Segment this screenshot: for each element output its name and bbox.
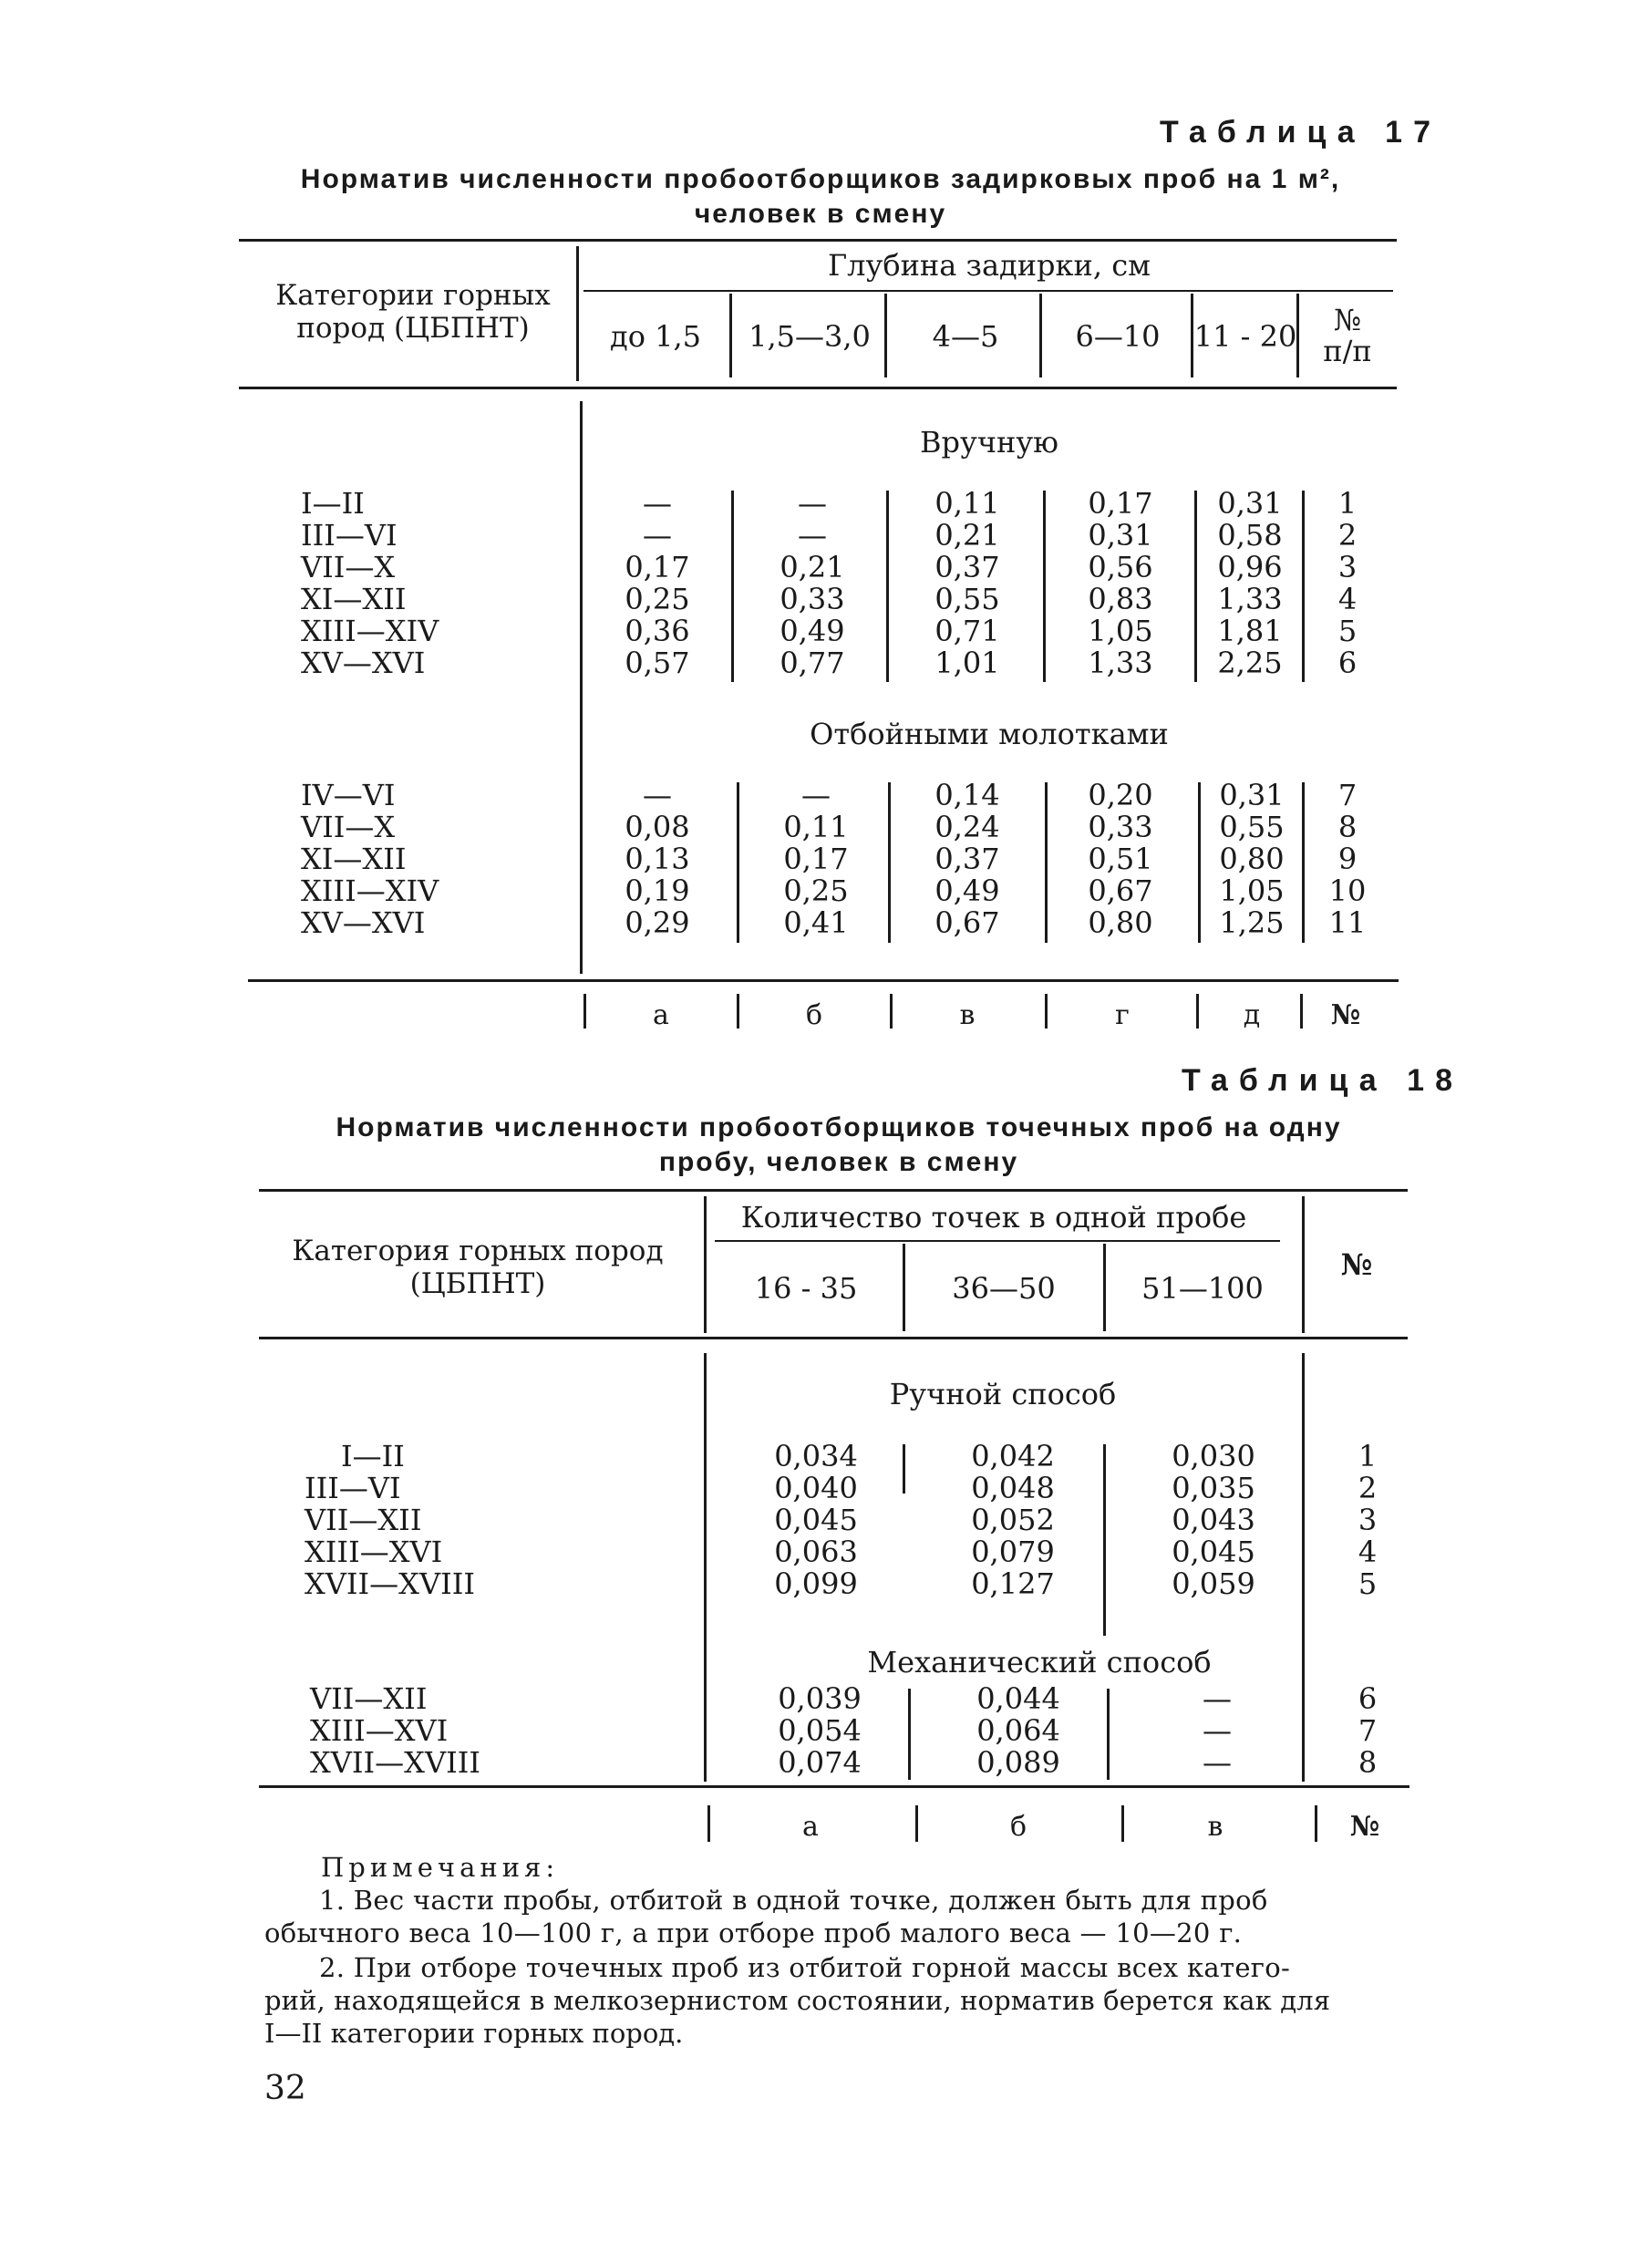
table17-footer-vline-4 xyxy=(1196,994,1199,1028)
table17-section2-nums xyxy=(1320,780,1375,939)
value-cell: 1,01 xyxy=(934,646,1000,680)
value-cell: 0,17 xyxy=(1088,486,1153,521)
value-cell: 1,05 xyxy=(1088,614,1153,648)
table18-header-group: Количество точек в одной пробе xyxy=(740,1200,1247,1235)
value-cell: 0,17 xyxy=(625,550,690,584)
value-cell: 1,81 xyxy=(1217,614,1283,648)
value-cell: 0,045 xyxy=(1172,1535,1255,1569)
table17-header-vline-5 xyxy=(1296,294,1299,377)
table17-footer-num: № xyxy=(1330,999,1361,1031)
table17-section2-col-g xyxy=(1061,780,1180,939)
value-cell: — xyxy=(643,518,672,553)
table17-section1-col-v xyxy=(908,488,1027,679)
row-number: 8 xyxy=(1337,810,1358,844)
table17-section1-col-a xyxy=(598,488,717,679)
value-cell: 0,039 xyxy=(778,1681,862,1716)
table17-section1-categories xyxy=(301,488,439,679)
table17-section1-vline-5 xyxy=(1302,491,1305,682)
row-number: 5 xyxy=(1337,614,1358,648)
value-cell: 1,25 xyxy=(1219,905,1285,940)
table17-header-vline-0 xyxy=(576,246,579,381)
value-cell: 0,21 xyxy=(780,550,845,584)
row-number: 6 xyxy=(1337,646,1358,680)
value-cell: 0,80 xyxy=(1088,905,1153,940)
category: XV—XVI xyxy=(301,905,426,940)
value-cell: 0,19 xyxy=(625,873,690,908)
value-cell: — xyxy=(643,778,672,812)
value-cell: 1,33 xyxy=(1217,582,1283,616)
table18-section2-col-a xyxy=(751,1683,888,1779)
value-cell: 0,37 xyxy=(934,842,1000,876)
value-cell: — xyxy=(798,486,827,521)
table18-header-vline-2 xyxy=(1103,1244,1106,1331)
value-cell: 0,51 xyxy=(1088,842,1153,876)
value-cell: 0,56 xyxy=(1088,550,1153,584)
table18-footer-vline-3 xyxy=(1315,1805,1317,1842)
table18-header-bottom-rule xyxy=(259,1337,1408,1339)
table17-footer-a: а xyxy=(653,999,669,1031)
value-cell: 0,96 xyxy=(1217,550,1283,584)
table17-footer-vline-3 xyxy=(1045,994,1048,1028)
table18-section2-categories xyxy=(310,1683,480,1779)
table18-section1-col-b xyxy=(945,1441,1081,1600)
table17-num-header-1: № xyxy=(1333,303,1362,337)
value-cell: — xyxy=(1203,1681,1232,1716)
table17-section2-col-v xyxy=(908,780,1027,939)
table17-section2-vline-2 xyxy=(888,782,891,943)
table17-footer-v: в xyxy=(959,999,976,1031)
note2-line1: 2. При отборе точечных проб из отбитой горной массы всех катего- xyxy=(319,1952,1291,1983)
table17-top-rule xyxy=(239,239,1397,242)
value-cell: 0,58 xyxy=(1217,518,1283,553)
table17-section1-vline-4 xyxy=(1194,491,1197,682)
row-number: 7 xyxy=(1337,778,1358,812)
table18-section2-col-b xyxy=(950,1683,1087,1779)
table17-section2-vline-1 xyxy=(737,782,739,943)
value-cell: 0,040 xyxy=(774,1471,858,1505)
table17-section2-title: Отбойными молотками xyxy=(810,717,1169,751)
table17-footer-b: б xyxy=(805,999,823,1031)
value-cell: — xyxy=(1203,1713,1232,1748)
value-cell: 0,31 xyxy=(1217,486,1283,521)
value-cell: 0,063 xyxy=(774,1535,858,1569)
category: III—VI xyxy=(301,518,398,553)
value-cell: 0,17 xyxy=(783,842,849,876)
table18-header-group-rule xyxy=(715,1240,1280,1242)
table18-header-category-2: (ЦБПНТ) xyxy=(409,1267,546,1300)
value-cell: 0,030 xyxy=(1172,1439,1255,1473)
table17-header-category-2: пород (ЦБПНТ) xyxy=(296,312,530,345)
table17-section2-col-a xyxy=(598,780,717,939)
value-cell: 0,127 xyxy=(971,1566,1055,1601)
value-cell: 0,24 xyxy=(934,810,1000,844)
table17-col-header-g: 6—10 xyxy=(1075,319,1161,354)
value-cell: 0,079 xyxy=(971,1535,1055,1569)
page-number: 32 xyxy=(264,2070,306,2107)
value-cell: 0,41 xyxy=(783,905,849,940)
value-cell: 0,059 xyxy=(1172,1566,1255,1601)
value-cell: 0,21 xyxy=(934,518,1000,553)
table17-footer-d: д xyxy=(1243,999,1261,1031)
table18-header-vline-3 xyxy=(1302,1196,1305,1333)
table18-bottom-rule xyxy=(259,1785,1409,1788)
row-number: 1 xyxy=(1358,1439,1378,1473)
value-cell: 0,71 xyxy=(934,614,1000,648)
table17-footer-vline-5 xyxy=(1300,994,1303,1028)
value-cell: 0,11 xyxy=(934,486,1000,521)
value-cell: 0,11 xyxy=(783,810,849,844)
value-cell: 0,55 xyxy=(1219,810,1285,844)
table17-section2-categories xyxy=(301,780,439,939)
table18-footer-num: № xyxy=(1349,1811,1380,1843)
value-cell: 1,33 xyxy=(1088,646,1153,680)
table17-section2-col-d xyxy=(1202,780,1302,939)
row-number: 11 xyxy=(1328,905,1367,940)
row-number: 2 xyxy=(1337,518,1358,553)
category: VII—XII xyxy=(305,1503,422,1537)
table18-caption: Таблица 18 xyxy=(1182,1063,1463,1098)
table17-section1-vline-1 xyxy=(731,491,734,682)
table18-footer-a: а xyxy=(802,1811,819,1843)
row-number: 3 xyxy=(1337,550,1358,584)
value-cell: 0,31 xyxy=(1088,518,1153,553)
table17-footer-vline-2 xyxy=(890,994,893,1028)
notes-heading: Примечания: xyxy=(321,1852,560,1883)
value-cell: 0,33 xyxy=(780,582,845,616)
table17-header-vline-2 xyxy=(884,294,887,377)
table18-section1-nums xyxy=(1340,1441,1395,1600)
table17-col-header-v: 4—5 xyxy=(932,319,999,354)
value-cell: 0,20 xyxy=(1088,778,1153,812)
value-cell: 0,054 xyxy=(778,1713,862,1748)
table17-body-vline-left xyxy=(580,401,583,974)
row-number: 10 xyxy=(1328,873,1367,908)
table17-section1-col-b xyxy=(753,488,872,679)
table18-body-vline-left xyxy=(704,1353,707,1782)
value-cell: 0,034 xyxy=(774,1439,858,1473)
category: VII—X xyxy=(301,550,396,584)
table18-top-rule xyxy=(259,1189,1408,1192)
value-cell: 0,08 xyxy=(625,810,690,844)
value-cell: 0,25 xyxy=(783,873,849,908)
table17-footer-vline-0 xyxy=(583,994,586,1028)
table17-header-vline-3 xyxy=(1039,294,1042,377)
value-cell: 0,042 xyxy=(971,1439,1055,1473)
value-cell: 0,36 xyxy=(625,614,690,648)
row-number: 9 xyxy=(1337,842,1358,876)
value-cell: — xyxy=(643,486,672,521)
value-cell: 0,048 xyxy=(971,1471,1055,1505)
row-number: 3 xyxy=(1358,1503,1378,1537)
table17-col-header-a: до 1,5 xyxy=(609,319,702,354)
value-cell: 0,33 xyxy=(1088,810,1153,844)
category: XIII—XIV xyxy=(301,873,439,908)
row-number: 4 xyxy=(1358,1535,1378,1569)
value-cell: 0,052 xyxy=(971,1503,1055,1537)
table17-section1-vline-3 xyxy=(1043,491,1046,682)
row-number: 4 xyxy=(1337,582,1358,616)
value-cell: 0,045 xyxy=(774,1503,858,1537)
value-cell: 0,074 xyxy=(778,1745,862,1780)
table17-section1-vline-2 xyxy=(886,491,889,682)
table17-col-header-b: 1,5—3,0 xyxy=(749,319,871,354)
category: I—II xyxy=(341,1439,405,1473)
value-cell: 0,49 xyxy=(780,614,845,648)
table17-section1-title: Вручную xyxy=(920,425,1058,460)
table17-section1-col-g xyxy=(1061,488,1180,679)
category: IV—VI xyxy=(301,778,396,812)
row-number: 7 xyxy=(1358,1713,1378,1748)
category: XI—XII xyxy=(301,842,407,876)
value-cell: 0,83 xyxy=(1088,582,1153,616)
value-cell: 0,31 xyxy=(1219,778,1285,812)
table18-footer-b: б xyxy=(1009,1811,1027,1843)
table18-section1-vline-1 xyxy=(903,1444,905,1494)
table18-header-vline-1 xyxy=(903,1244,905,1331)
table17-caption: Таблица 17 xyxy=(1160,115,1441,150)
note1-line1: 1. Вес части пробы, отбитой в одной точке, должен быть для проб xyxy=(319,1885,1268,1916)
table17-header-vline-1 xyxy=(729,294,732,377)
table18-section2-col-v xyxy=(1167,1683,1267,1779)
table18-header-vline-0 xyxy=(704,1196,707,1333)
table17-bottom-rule xyxy=(248,979,1399,982)
value-cell: 0,67 xyxy=(934,905,1000,940)
table18-section2-vline-2 xyxy=(1107,1689,1110,1780)
value-cell: 0,089 xyxy=(976,1745,1060,1780)
value-cell: 0,37 xyxy=(934,550,1000,584)
table18-section2-vline-1 xyxy=(908,1689,911,1780)
table17-num-header-2: п/п xyxy=(1323,334,1372,368)
table17-header-group-rule xyxy=(583,290,1393,292)
table17-col-header-d: 11 - 20 xyxy=(1193,319,1297,354)
value-cell: 0,14 xyxy=(934,778,1000,812)
row-number: 5 xyxy=(1358,1566,1378,1601)
table18-section1-col-v xyxy=(1145,1441,1282,1600)
table18-header-category-1: Категория горных пород xyxy=(292,1235,664,1267)
table17-section1-nums xyxy=(1320,488,1375,679)
table17-section1-col-d xyxy=(1200,488,1300,679)
category: XVII—XVIII xyxy=(310,1745,480,1780)
table18-title-line1: Норматив численности пробоотборщиков точечных проб на одну xyxy=(336,1112,1342,1142)
table18-body-vline-right xyxy=(1302,1353,1305,1782)
table17-header-group: Глубина задирки, см xyxy=(827,248,1151,283)
table17-section2-col-b xyxy=(757,780,875,939)
row-number: 6 xyxy=(1358,1681,1378,1716)
table17-footer-g: г xyxy=(1115,999,1130,1031)
value-cell: 0,044 xyxy=(976,1681,1060,1716)
category: XIII—XVI xyxy=(305,1535,443,1569)
value-cell: 0,29 xyxy=(625,905,690,940)
value-cell: 0,064 xyxy=(976,1713,1060,1748)
note1-line2: обычного веса 10—100 г, а при отборе проб малого веса — 10—20 г. xyxy=(264,1917,1243,1948)
value-cell: 0,57 xyxy=(625,646,690,680)
table18-col-header-a: 16 - 35 xyxy=(754,1271,858,1306)
value-cell: — xyxy=(798,518,827,553)
table18-section1-categories xyxy=(305,1441,475,1600)
value-cell: 0,49 xyxy=(934,873,1000,908)
value-cell: — xyxy=(801,778,831,812)
value-cell: 0,13 xyxy=(625,842,690,876)
table17-section2-vline-3 xyxy=(1045,782,1048,943)
row-number: 1 xyxy=(1337,486,1358,521)
category: III—VI xyxy=(305,1471,401,1505)
row-number: 2 xyxy=(1358,1471,1378,1505)
value-cell: 0,55 xyxy=(934,582,1000,616)
value-cell: 0,80 xyxy=(1219,842,1285,876)
table18-section1-vline-2 xyxy=(1103,1444,1106,1636)
value-cell: 1,05 xyxy=(1219,873,1285,908)
value-cell: 0,25 xyxy=(625,582,690,616)
table18-footer-vline-0 xyxy=(707,1805,710,1842)
category: VII—X xyxy=(301,810,396,844)
table17-header-category-1: Категории горных xyxy=(275,279,551,312)
table17-title-line2: человек в смену xyxy=(694,199,947,229)
category: XIII—XVI xyxy=(310,1713,449,1748)
note2-line3: I—II категории горных пород. xyxy=(264,2018,684,2049)
table17-section2-vline-4 xyxy=(1198,782,1201,943)
table17-header-bottom-rule xyxy=(239,387,1397,389)
table18-footer-v: в xyxy=(1207,1811,1224,1843)
category: VII—XII xyxy=(310,1681,428,1716)
table18-section1-col-a xyxy=(748,1441,884,1600)
category: XI—XII xyxy=(301,582,407,616)
row-number: 8 xyxy=(1358,1745,1378,1780)
value-cell: 0,035 xyxy=(1172,1471,1255,1505)
table18-footer-vline-1 xyxy=(915,1805,918,1842)
category: I—II xyxy=(301,486,365,521)
category: XV—XVI xyxy=(301,646,426,680)
table17-footer-vline-1 xyxy=(737,994,739,1028)
table18-col-header-v: 51—100 xyxy=(1141,1271,1264,1306)
value-cell: 0,099 xyxy=(774,1566,858,1601)
value-cell: 0,77 xyxy=(780,646,845,680)
table17-title-line1: Норматив численности пробоотборщиков задирковых проб на 1 м², xyxy=(300,164,1341,194)
value-cell: 2,25 xyxy=(1217,646,1283,680)
category: XVII—XVIII xyxy=(305,1566,475,1601)
category: XIII—XIV xyxy=(301,614,439,648)
table18-col-header-b: 36—50 xyxy=(952,1271,1056,1306)
table17-section2-vline-5 xyxy=(1302,782,1305,943)
table18-section2-nums xyxy=(1340,1683,1395,1779)
table18-num-header: № xyxy=(1340,1247,1373,1282)
value-cell: 0,67 xyxy=(1088,873,1153,908)
table18-footer-vline-2 xyxy=(1121,1805,1124,1842)
value-cell: 0,043 xyxy=(1172,1503,1255,1537)
table18-section2-title: Механический способ xyxy=(867,1645,1212,1680)
value-cell: — xyxy=(1203,1745,1232,1780)
table18-title-line2: пробу, человек в смену xyxy=(658,1147,1019,1177)
note2-line2: рий, находящейся в мелкозернистом состоянии, норматив берется как для xyxy=(264,1985,1331,2016)
table18-section1-title: Ручной способ xyxy=(889,1377,1117,1411)
